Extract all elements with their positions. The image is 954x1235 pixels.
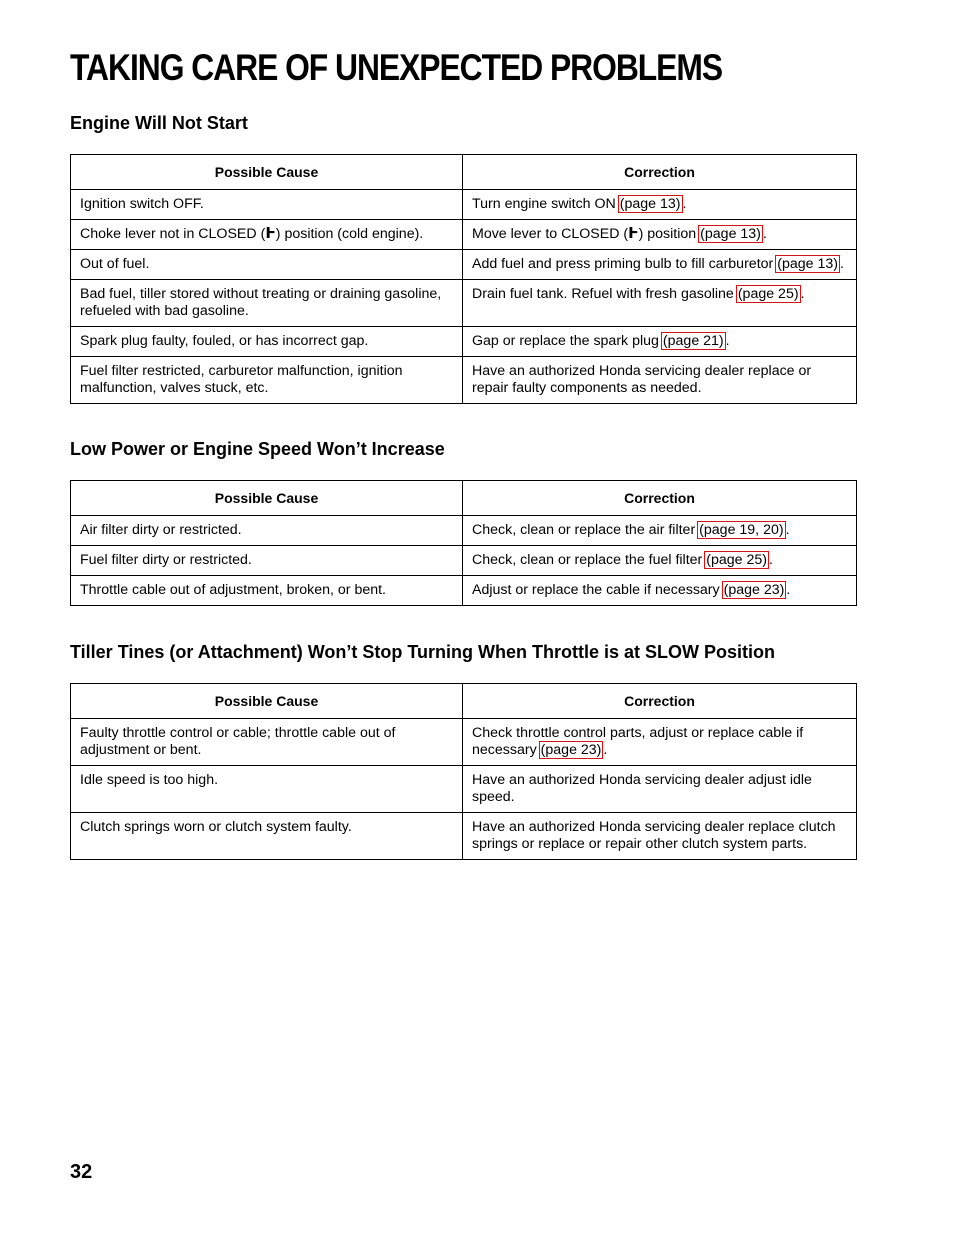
table-row — [71, 719, 857, 766]
table-row — [71, 516, 857, 546]
cause-cell — [71, 546, 463, 576]
troubleshooting-table-engine-will-not-start — [70, 154, 857, 404]
column-header-correction: Correction — [463, 684, 857, 719]
cause-text: Out of fuel. — [80, 256, 150, 272]
correction-cell — [463, 250, 857, 280]
section-heading-tiller-tines: Tiller Tines (or Attachment) Won’t Stop Turning When Throttle is at SLOW Position — [70, 642, 775, 662]
page-reference-link[interactable]: (page 13) — [700, 226, 761, 242]
table-header-row — [71, 684, 857, 719]
cause-cell — [71, 719, 463, 766]
page-reference-link[interactable]: (page 21) — [662, 333, 724, 349]
cause-text: Faulty throttle control or cable; throttle cable out of adjustment or bent. — [80, 725, 396, 758]
correction-period: . — [839, 256, 844, 272]
correction-cell — [463, 813, 857, 860]
table-row — [71, 357, 857, 404]
correction-text: Check, clean or replace the air filter — [472, 522, 696, 538]
troubleshooting-table-tiller-tines — [70, 683, 857, 860]
correction-cell — [463, 576, 857, 606]
correction-period: . — [762, 226, 767, 242]
cause-text: Spark plug faulty, fouled, or has incorrect gap. — [80, 333, 369, 349]
section-heading-engine-will-not-start: Engine Will Not Start — [70, 113, 248, 133]
correction-period: . — [769, 552, 773, 568]
table-row — [71, 280, 857, 327]
correction-text: Have an authorized Honda servicing dealer replace or repair faulty components as needed. — [472, 363, 812, 396]
cause-text: ) position (cold engine). — [275, 226, 424, 242]
correction-text: Gap or replace the spark plug — [472, 333, 659, 349]
correction-cell — [463, 516, 857, 546]
cause-cell — [71, 766, 463, 813]
page-reference-link[interactable]: (page 19, 20) — [699, 522, 784, 538]
table-row — [71, 220, 857, 250]
table-row — [71, 813, 857, 860]
correction-cell — [463, 719, 857, 766]
troubleshooting-table-low-power — [70, 480, 857, 606]
cause-text: Throttle cable out of adjustment, broken, or bent. — [80, 582, 386, 598]
cause-text: Choke lever not in CLOSED ( — [80, 226, 266, 242]
page-reference-link[interactable]: (page 25) — [706, 552, 768, 568]
correction-text: Have an authorized Honda servicing dealer adjust idle speed. — [472, 772, 812, 805]
table-row — [71, 250, 857, 280]
correction-cell — [463, 280, 857, 327]
page-number: 32 — [70, 1161, 93, 1183]
cause-text: Idle speed is too high. — [80, 772, 219, 788]
correction-period: . — [785, 522, 790, 538]
correction-text: Turn engine switch ON — [472, 196, 616, 212]
correction-text: Drain fuel tank. Refuel with fresh gasoline — [472, 286, 734, 302]
page-reference-link[interactable]: (page 13) — [777, 256, 838, 272]
page-reference-link[interactable]: (page 13) — [619, 196, 681, 212]
column-header-possible-cause: Possible Cause — [71, 684, 463, 719]
column-header-possible-cause: Possible Cause — [71, 155, 463, 190]
correction-cell — [463, 546, 857, 576]
cause-cell — [71, 280, 463, 327]
page-reference-link[interactable]: (page 23) — [723, 582, 785, 598]
cause-text: Ignition switch OFF. — [80, 196, 204, 212]
column-header-correction: Correction — [463, 481, 857, 516]
page-reference-link[interactable]: (page 25) — [737, 286, 799, 302]
table-row — [71, 546, 857, 576]
cause-text: Bad fuel, tiller stored without treating or draining gasoline, refueled with bad gasoline. — [80, 286, 442, 319]
correction-period: . — [786, 582, 791, 598]
correction-cell — [463, 220, 857, 250]
correction-period: . — [725, 333, 730, 349]
table-row — [71, 576, 857, 606]
correction-text: ) position — [638, 226, 697, 242]
section-heading-low-power: Low Power or Engine Speed Won’t Increase — [70, 439, 445, 459]
column-header-possible-cause: Possible Cause — [71, 481, 463, 516]
correction-cell — [463, 190, 857, 220]
cause-cell — [71, 576, 463, 606]
choke-closed-icon: Ⱶ — [265, 224, 276, 242]
correction-period: . — [800, 286, 805, 302]
cause-cell — [71, 327, 463, 357]
choke-closed-icon: Ⱶ — [628, 224, 639, 242]
correction-period: . — [682, 196, 687, 212]
cause-cell — [71, 357, 463, 404]
page-reference-link[interactable]: (page 23) — [540, 742, 602, 758]
cause-text: Air filter dirty or restricted. — [80, 522, 242, 538]
cause-cell — [71, 516, 463, 546]
table-header-row — [71, 155, 857, 190]
cause-cell — [71, 250, 463, 280]
correction-cell — [463, 357, 857, 404]
cause-cell — [71, 220, 463, 250]
cause-text: Fuel filter restricted, carburetor malfunction, ignition malfunction, valves stuck, etc. — [80, 363, 403, 396]
table-header-row — [71, 481, 857, 516]
cause-text: Clutch springs worn or clutch system faulty. — [80, 819, 352, 835]
table-row — [71, 327, 857, 357]
correction-text: Check, clean or replace the fuel filter — [472, 552, 703, 568]
cause-text: Fuel filter dirty or restricted. — [80, 552, 252, 568]
correction-period: . — [603, 742, 608, 758]
correction-text: Add fuel and press priming bulb to fill carburetor — [472, 256, 774, 272]
cause-cell — [71, 190, 463, 220]
correction-cell — [463, 766, 857, 813]
correction-text: Have an authorized Honda servicing dealer replace clutch springs or replace or repair other clutch system parts. — [472, 819, 836, 852]
correction-cell — [463, 327, 857, 357]
column-header-correction: Correction — [463, 155, 857, 190]
correction-text: Check throttle control parts, adjust or replace cable if necessary — [472, 725, 804, 758]
page-title: TAKING CARE OF UNEXPECTED PROBLEMS — [70, 47, 723, 88]
correction-text: Move lever to CLOSED ( — [472, 226, 629, 242]
correction-text: Adjust or replace the cable if necessary — [472, 582, 720, 598]
cause-cell — [71, 813, 463, 860]
table-row — [71, 190, 857, 220]
table-row — [71, 766, 857, 813]
